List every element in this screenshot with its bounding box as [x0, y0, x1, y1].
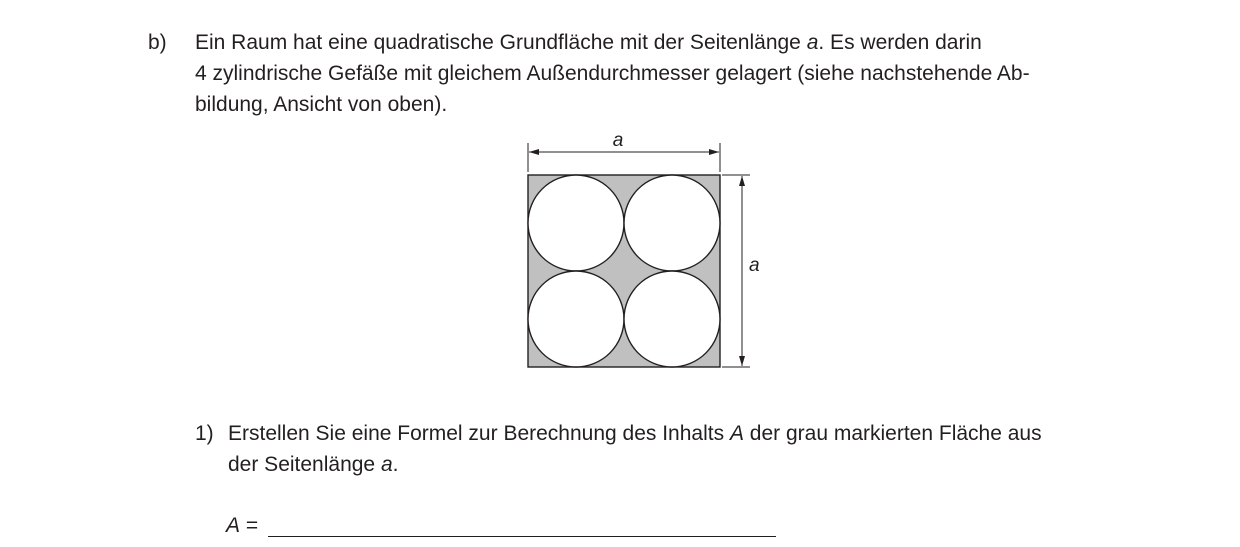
top-dimension-label: a	[612, 130, 624, 151]
task-line-3: bildung, Ansicht von oben).	[195, 93, 448, 116]
circle-top-right	[624, 175, 720, 271]
question-line-2-text: der Seitenlänge	[228, 453, 381, 476]
question-number: 1)	[195, 422, 214, 445]
area-variable: A	[729, 422, 744, 445]
answer-equals: =	[240, 514, 259, 537]
task-line-1-end: . Es werden darin	[818, 31, 982, 54]
question-line-1-text: Erstellen Sie eine Formel zur Berechnung des Inhalts	[228, 422, 730, 445]
answer-variable: A	[226, 514, 241, 537]
side-length-variable: a	[806, 31, 819, 54]
side-dimension-label: a	[749, 255, 760, 276]
task-label: b)	[148, 31, 167, 54]
top-dimension-left-arrow	[529, 149, 539, 155]
circle-bottom-left	[528, 271, 624, 367]
question-text	[228, 418, 1128, 480]
side-length-variable-2: a	[380, 453, 393, 476]
answer-label	[226, 510, 258, 541]
question-line-1-end: der grau markierten Fläche aus	[743, 422, 1042, 445]
side-dimension-top-arrow	[739, 176, 745, 186]
side-dimension-bottom-arrow	[739, 356, 745, 366]
top-dimension-right-arrow	[709, 149, 719, 155]
answer-input-line[interactable]	[268, 536, 776, 537]
circle-top-left	[528, 175, 624, 271]
question-line-2-end: .	[392, 453, 399, 476]
circle-bottom-right	[624, 271, 720, 367]
task-line-1-text: Ein Raum hat eine quadratische Grundfläche mit der Seitenlänge	[195, 31, 807, 54]
question-line-1	[228, 418, 1128, 449]
task-line-2: 4 zylindrische Gefäße mit gleichem Außendurchmesser gelagert (siehe nachstehende Ab-	[195, 62, 1030, 85]
question-line-2	[228, 449, 1128, 480]
